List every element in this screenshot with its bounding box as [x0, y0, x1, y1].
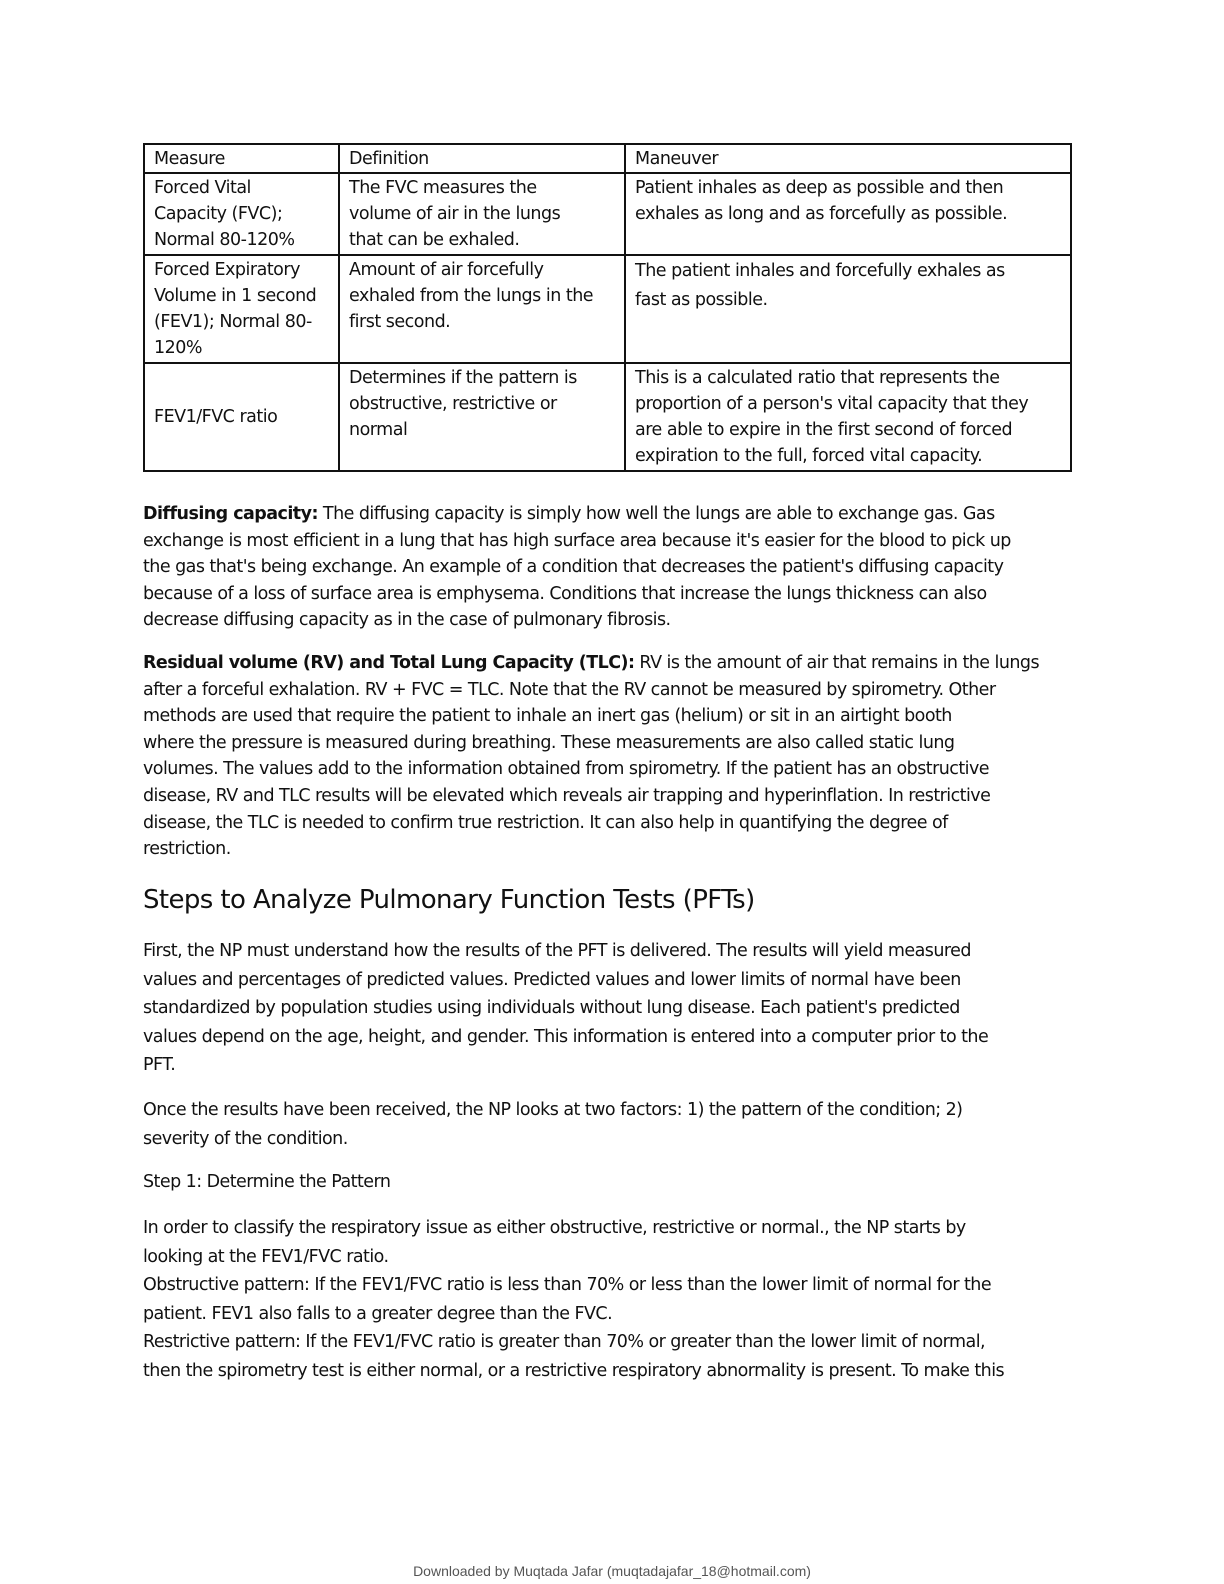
table-row	[144, 255, 1071, 363]
residual-volume-paragraph	[143, 650, 1068, 863]
diffusing-capacity-paragraph	[143, 501, 1068, 634]
paragraph-line: because of a loss of surface area is emphysema. Conditions that increase the lungs thickness can also	[143, 583, 987, 604]
pft-measures-table	[143, 143, 1072, 472]
paragraph-line: after a forceful exhalation. RV + FVC = TLC. Note that the RV cannot be measured by spirometry. Other	[143, 679, 996, 700]
cell-line: (FEV1); Normal 80-	[154, 312, 312, 332]
paragraph-line: then the spirometry test is either normal, or a restrictive respiratory abnormality is present. To make this	[143, 1360, 1005, 1381]
header-maneuver: Maneuver	[625, 144, 1071, 173]
step-1-label: Step 1: Determine the Pattern	[143, 1172, 391, 1192]
paragraph-line: values and percentages of predicted values. Predicted values and lower limits of normal have been	[143, 969, 961, 990]
paragraph-line: PFT.	[143, 1055, 176, 1076]
cell-line: Volume in 1 second	[154, 286, 317, 306]
cell-line: normal	[349, 420, 408, 440]
cell-line: 120%	[154, 338, 203, 358]
cell-line: are able to expire in the first second of forced	[635, 420, 1013, 440]
table-header-row	[144, 144, 1071, 173]
cell-line: Patient inhales as deep as possible and then	[635, 178, 1004, 198]
paragraph-line: exchange is most efficient in a lung that has high surface area because it's easier for the blood to pick up	[143, 530, 1011, 551]
paragraph-line: In order to classify the respiratory issue as either obstructive, restrictive or normal., the NP starts by	[143, 1218, 966, 1238]
cell-definition	[339, 173, 625, 255]
paragraph-line: values depend on the age, height, and gender. This information is entered into a computer prior to the	[143, 1026, 989, 1047]
cell-line: Forced Expiratory	[154, 260, 300, 280]
paragraph-line: decrease diffusing capacity as in the case of pulmonary fibrosis.	[143, 610, 671, 631]
cell-line: expiration to the full, forced vital capacity.	[635, 446, 983, 466]
footer-text: Downloaded by Muqtada Jafar (muqtadajafar_18@hotmail.com)	[413, 1563, 811, 1579]
classify-paragraph	[143, 1214, 1068, 1386]
text-run: The diffusing capacity is simply how well the lungs are able to exchange gas. Gas	[317, 504, 995, 524]
paragraph-line: disease, RV and TLC results will be elevated which reveals air trapping and hyperinflation. In restrictive	[143, 785, 991, 806]
cell-measure	[144, 173, 339, 255]
cell-line: Normal 80-120%	[154, 230, 295, 250]
paragraph-line: First, the NP must understand how the results of the PFT is delivered. The results will yield measured	[143, 941, 971, 961]
cell-definition	[339, 363, 625, 471]
table-row	[144, 173, 1071, 255]
paragraph-line	[143, 650, 1068, 677]
paragraph-line: looking at the FEV1/FVC ratio.	[143, 1246, 389, 1267]
cell-line: volume of air in the lungs	[349, 204, 561, 224]
paragraph-line: standardized by population studies using individuals without lung disease. Each patient's predicted	[143, 998, 960, 1019]
cell-line: Capacity (FVC);	[154, 204, 283, 224]
cell-line: proportion of a person's vital capacity that they	[635, 394, 1029, 414]
residual-volume-label: Residual volume (RV) and Total Lung Capacity (TLC):	[143, 653, 635, 673]
cell-line: This is a calculated ratio that represents the	[635, 368, 1000, 388]
cell-line: FEV1/FVC ratio	[154, 407, 278, 427]
paragraph-line	[143, 501, 1068, 528]
cell-line: Forced Vital	[154, 178, 251, 198]
download-footer	[0, 1563, 1224, 1579]
cell-definition	[339, 255, 625, 363]
paragraph-line: Restrictive pattern: If the FEV1/FVC ratio is greater than 70% or greater than the lower limit of normal,	[143, 1332, 986, 1353]
cell-line: exhales as long and as forcefully as possible.	[635, 204, 1008, 224]
cell-maneuver	[625, 173, 1071, 255]
paragraph-line: the gas that's being exchange. An example of a condition that decreases the patient's diffusing capacity	[143, 557, 1004, 578]
cell-line: fast as possible.	[635, 290, 768, 310]
cell-line: first second.	[349, 312, 451, 332]
diffusing-capacity-label: Diffusing capacity:	[143, 504, 318, 524]
header-definition: Definition	[339, 144, 625, 173]
cell-measure	[144, 363, 339, 471]
cell-maneuver	[625, 255, 1071, 363]
cell-maneuver	[625, 363, 1071, 471]
cell-line: Determines if the pattern is	[349, 368, 577, 388]
paragraph-line: Once the results have been received, the NP looks at two factors: 1) the pattern of the condition; 2)	[143, 1100, 963, 1120]
cell-line: exhaled from the lungs in the	[349, 286, 594, 306]
paragraph-line: disease, the TLC is needed to confirm true restriction. It can also help in quantifying the degree of	[143, 812, 948, 833]
cell-measure	[144, 255, 339, 363]
once-results-paragraph	[143, 1096, 1068, 1153]
table-row	[144, 363, 1071, 471]
paragraph-line: where the pressure is measured during breathing. These measurements are also called static lung	[143, 732, 955, 753]
paragraph-line: methods are used that require the patient to inhale an inert gas (helium) or sit in an airtight booth	[143, 706, 952, 727]
paragraph-line: severity of the condition.	[143, 1128, 348, 1149]
cell-line: obstructive, restrictive or	[349, 394, 557, 414]
cell-line: The FVC measures the	[349, 178, 537, 198]
cell-line: The patient inhales and forcefully exhales as	[635, 261, 1005, 281]
paragraph-line: volumes. The values add to the information obtained from spirometry. If the patient has an obstructive	[143, 759, 990, 780]
paragraph-line: Obstructive pattern: If the FEV1/FVC ratio is less than 70% or less than the lower limit of normal for the	[143, 1275, 992, 1296]
header-measure: Measure	[144, 144, 339, 173]
first-paragraph	[143, 937, 1068, 1080]
paragraph-line: patient. FEV1 also falls to a greater degree than the FVC.	[143, 1303, 613, 1324]
text-run: RV is the amount of air that remains in the lungs	[634, 653, 1040, 673]
cell-line: that can be exhaled.	[349, 230, 520, 250]
cell-line: Amount of air forcefully	[349, 260, 544, 280]
section-heading: Steps to Analyze Pulmonary Function Tests (PFTs)	[143, 885, 755, 915]
paragraph-line: restriction.	[143, 839, 231, 860]
